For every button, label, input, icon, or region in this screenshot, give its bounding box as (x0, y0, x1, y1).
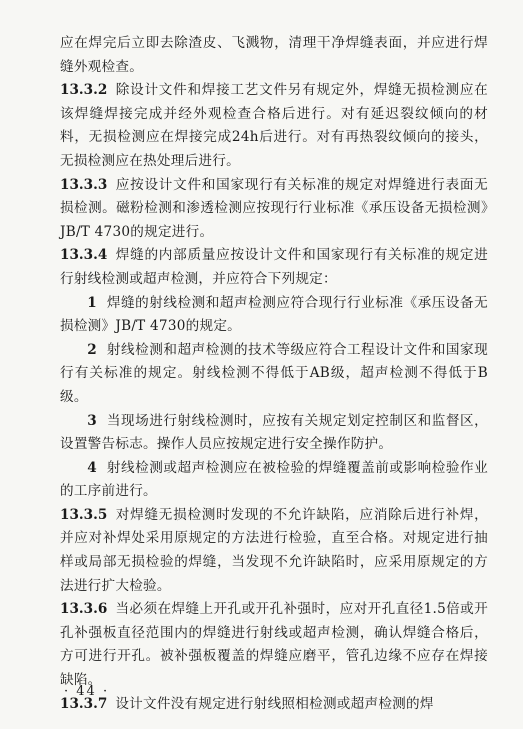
clause-text: 对焊缝无损检测时发现的不允许缺陷，应消除后进行补焊，并应对补焊处采用原规定的方法进行检验，直至合格。对规定进行抽样或局部无损检验的焊缝，当发现不允许缺陷时，应采用原规定的方法进行扩大检验。 (60, 506, 488, 594)
clause-text: 除设计文件和焊接工艺文件另有规定外，焊缝无损检测应在该焊缝焊接完成并经外观检查合格后进行。对有延迟裂纹倾向的材料，无损检测应在焊接完成24h后进行。对有再热裂纹倾向的接头，无损检测应在热处理后进行。 (60, 82, 488, 169)
item-number: 1 (87, 294, 97, 311)
clause-number: 13.3.5 (60, 506, 108, 523)
item-text: 射线检测和超声检测的技术等级应符合工程设计文件和国家现行有关标准的规定。射线检测不得低于AB级，超声检测不得低于B级。 (60, 341, 488, 405)
clause-text: 焊缝的内部质量应按设计文件和国家现行有关标准的规定进行射线检测或超声检测，并应符合下列规定： (60, 247, 488, 287)
clause-13-3-4 (60, 244, 488, 291)
clause-13-3-7 (60, 693, 488, 717)
clause-text: 应按设计文件和国家现行有关标准的规定对焊缝进行表面无损检测。磁粉检测和渗透检测应按现行行业标准《承压设备无损检测》JB/T 4730的规定进行。 (60, 176, 488, 240)
list-item-3 (60, 410, 488, 457)
list-item-4 (60, 457, 488, 504)
clause-number: 13.3.7 (60, 695, 108, 712)
clause-number: 13.3.6 (60, 601, 108, 618)
item-number: 4 (87, 459, 97, 476)
clause-13-3-2 (60, 79, 488, 173)
clause-number: 13.3.4 (60, 247, 108, 264)
body-text (60, 32, 488, 716)
clause-number: 13.3.3 (60, 176, 108, 193)
item-text: 焊缝的射线检测和超声检测应符合现行行业标准《承压设备无损检测》JB/T 4730的规定。 (60, 294, 488, 335)
item-number: 3 (87, 412, 97, 429)
paragraph-text: 应在焊完后立即去除渣皮、飞溅物，清理干净焊缝表面，并应进行焊缝外观检查。 (60, 35, 488, 75)
clause-13-3-6 (60, 598, 488, 692)
clause-13-3-5 (60, 504, 488, 598)
list-item-2 (60, 339, 488, 410)
clause-13-3-3 (60, 174, 488, 245)
item-number: 2 (87, 341, 97, 358)
clause-text: 设计文件没有规定进行射线照相检测或超声检测的焊 (115, 695, 434, 712)
item-text: 射线检测或超声检测应在被检验的焊缝覆盖前或影响检验作业的工序前进行。 (60, 459, 488, 500)
clause-text: 当必须在焊缝上开孔或开孔补强时，应对开孔直径1.5倍或开孔补强板直径范围内的焊缝进行射线或超声检测，确认焊缝合格后，方可进行开孔。被补强板覆盖的焊缝应磨平，管孔边缘不应存在焊接缺陷。 (60, 601, 488, 689)
paragraph-continuation (60, 32, 488, 79)
item-text: 当现场进行射线检测时，应按有关规定划定控制区和监督区，设置警告标志。操作人员应按规定进行安全操作防护。 (60, 412, 488, 453)
list-item-1 (60, 292, 488, 339)
clause-number: 13.3.2 (60, 82, 108, 99)
page-number: · 44 · (64, 684, 110, 699)
